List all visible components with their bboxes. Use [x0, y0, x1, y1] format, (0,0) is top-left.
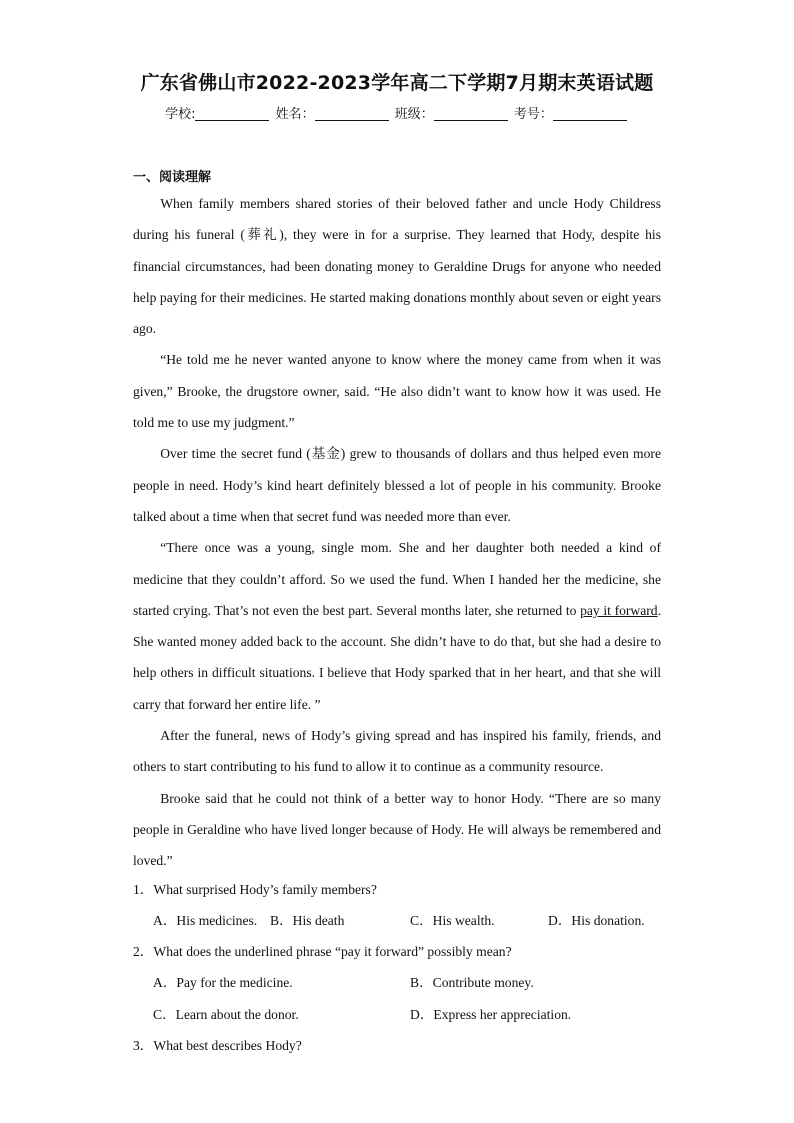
class-label: 班级：: [394, 107, 434, 122]
passage-paragraph-3: Over time the secret fund (基金) grew to thousands of dollars and thus helped even more people in need. Hody’s kind heart definitely blessed a lot of people in his community. Brooke talked about a time when that secret fund was needed more than ever.: [133, 446, 661, 524]
paragraph-4-text-b: . She wanted money added back to the account. She didn’t have to do that, but she had a desire to help others in difficult situations. I believe that Hody sparked that in her heart, and that she will carry that forward her entire life. ”: [133, 602, 661, 712]
paragraph-4-text-a: “There once was a young, single mom. She and her daughter both needed a kind of medicine that they couldn’t afford. So we used the fund. When I handed her the medicine, she started crying. That’s not even the best part. Several months later, she returned to: [133, 540, 661, 618]
exam-number-label: 考号：: [513, 107, 553, 122]
q1-option-c[interactable]: C．His wealth.: [410, 913, 495, 928]
reading-passage: [133, 188, 661, 877]
passage-paragraph-1: When family members shared stories of their beloved father and uncle Hody Childress during his funeral (葬礼), they were in for a surprise. They learned that Hody, despite his financial circumstances, had been donating money to Geraldine Drugs for anyone who needed help paying for their medicines. He started making donations monthly about seven or eight years ago.: [133, 196, 661, 337]
passage-paragraph-5: After the funeral, news of Hody’s giving spread and has inspired his family, friends, and others to start contributing to his fund to allow it to continue as a community resource.: [133, 728, 661, 775]
school-blank[interactable]: [195, 106, 269, 121]
underlined-phrase: pay it forward: [580, 602, 658, 618]
question-1-stem: 1．What surprised Hody’s family members?: [133, 882, 377, 897]
section-heading: 一、阅读理解: [133, 170, 212, 185]
question-3-stem: 3．What best describes Hody?: [133, 1038, 302, 1053]
school-label: 学校:: [165, 107, 196, 122]
name-label: 姓名：: [275, 107, 315, 122]
q2-option-d[interactable]: D．Express her appreciation.: [410, 1007, 572, 1022]
q1-option-b[interactable]: B．His death: [270, 913, 345, 928]
exam-number-blank[interactable]: [553, 106, 627, 121]
q2-option-a[interactable]: A．Pay for the medicine.: [153, 975, 293, 990]
q2-option-b[interactable]: B．Contribute money.: [410, 975, 534, 990]
student-info-line: [0, 103, 794, 122]
passage-paragraph-4: [133, 532, 661, 720]
exam-title: 广东省佛山市2022-2023学年高二下学期7月期末英语试题: [140, 72, 654, 94]
q1-option-d[interactable]: D．His donation.: [548, 913, 645, 928]
q1-option-a[interactable]: A．His medicines.: [153, 913, 258, 928]
class-blank[interactable]: [434, 106, 508, 121]
passage-paragraph-6: Brooke said that he could not think of a better way to honor Hody. “There are so many people in Geraldine who have lived longer because of Hody. He will always be remembered and loved.”: [133, 790, 661, 869]
q2-option-c[interactable]: C．Learn about the donor.: [153, 1007, 299, 1022]
question-2-stem: 2．What does the underlined phrase “pay it forward” possibly mean?: [133, 944, 512, 959]
name-blank[interactable]: [315, 106, 389, 121]
passage-paragraph-2: “He told me he never wanted anyone to know where the money came from when it was given,” Brooke, the drugstore owner, said. “He also didn’t want to know how it was used. He told me to use my judgment.”: [133, 352, 661, 431]
